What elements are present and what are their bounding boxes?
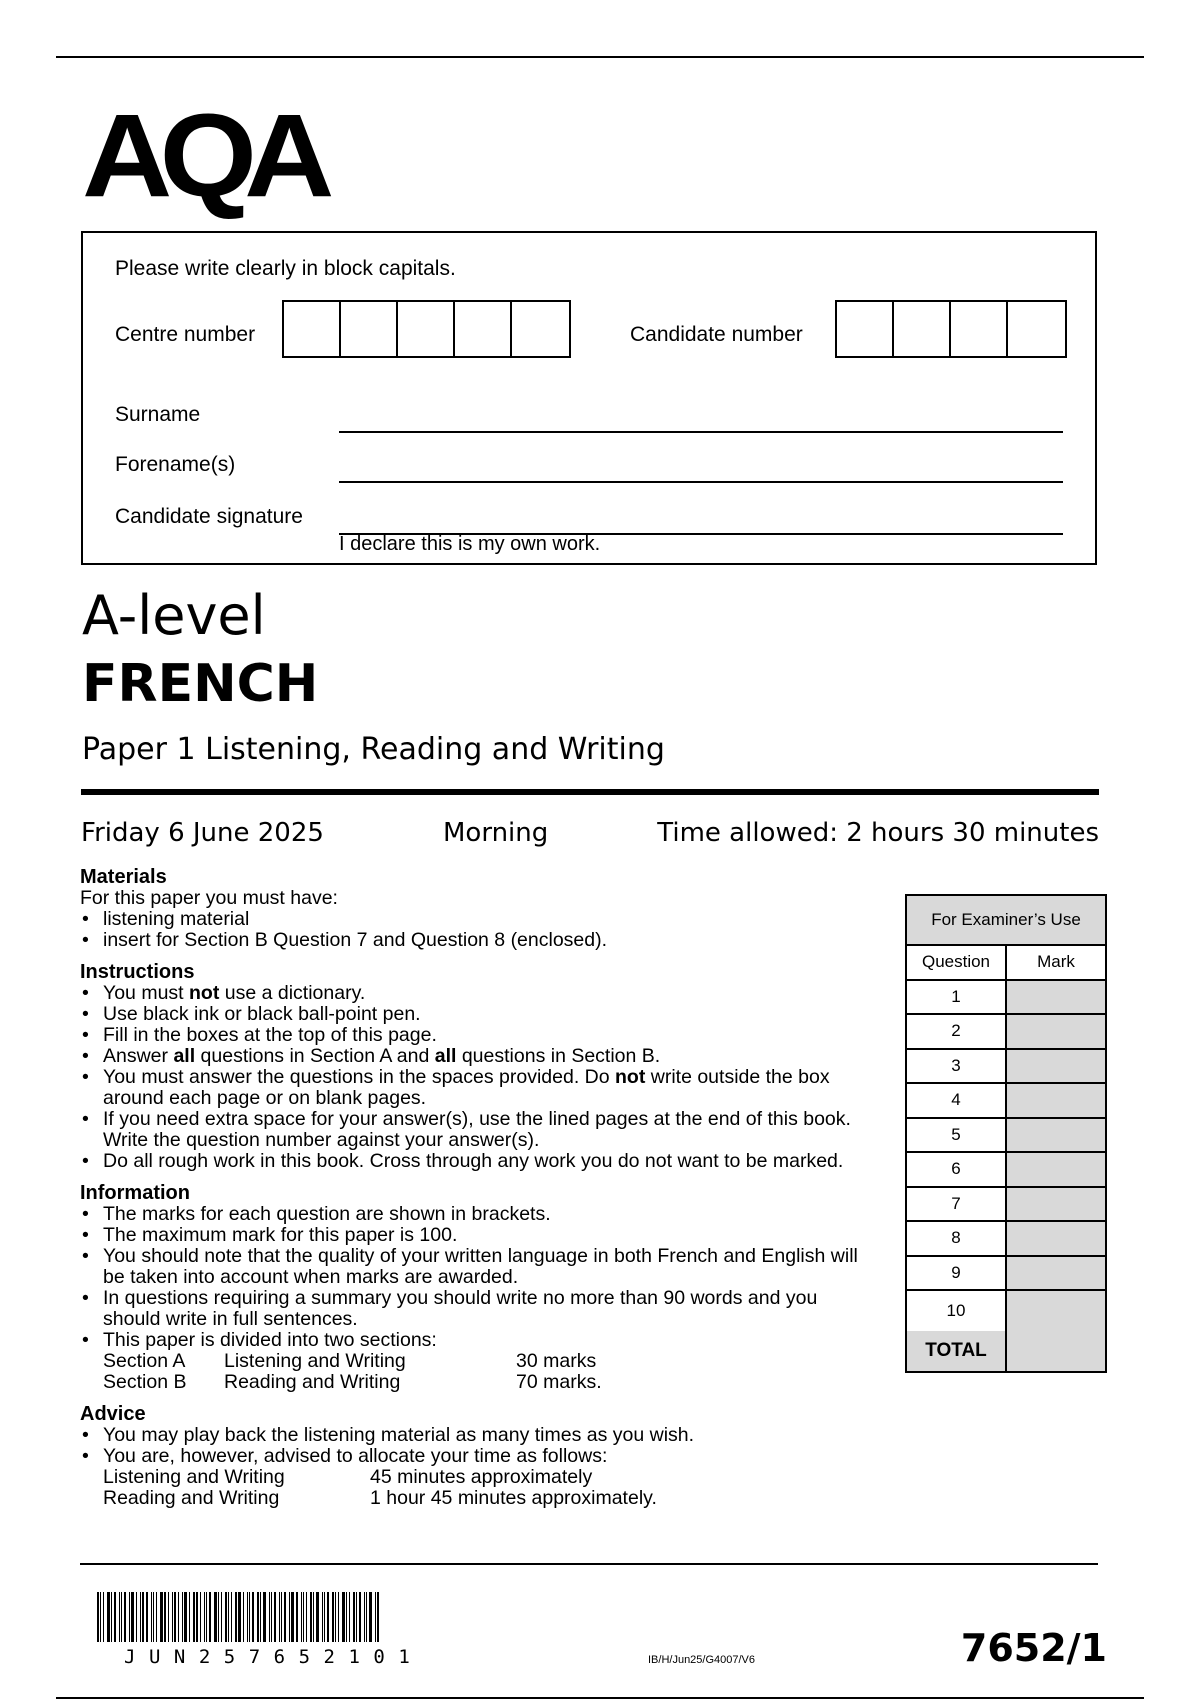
barcode-bar xyxy=(364,1592,365,1642)
timing-part: Listening and Writing xyxy=(103,1466,285,1488)
barcode-bar xyxy=(281,1592,282,1642)
list-item: • The marks for each question are shown in brackets. xyxy=(80,1204,880,1225)
barcode-bar xyxy=(279,1592,280,1642)
total-label: TOTAL xyxy=(907,1331,1007,1371)
barcode-bar xyxy=(174,1592,176,1642)
block-capitals-instruction: Please write clearly in block capitals. xyxy=(115,257,456,280)
list-item: • If you need extra space for your answer(s), use the lined pages at the end of this book. Write the question number against your answer(s). xyxy=(80,1109,880,1151)
barcode-bar xyxy=(209,1592,211,1642)
barcode-bar xyxy=(356,1592,357,1642)
section-b-row xyxy=(80,1372,880,1393)
examiner-question-row xyxy=(907,1257,1105,1292)
examiner-question-row xyxy=(907,1188,1105,1223)
barcode-bar xyxy=(322,1592,323,1642)
barcode-bar xyxy=(184,1592,187,1642)
question-number: 10 xyxy=(907,1291,1007,1331)
information-heading: Information xyxy=(80,1182,190,1204)
barcode-bar xyxy=(335,1592,336,1642)
barcode-bar xyxy=(146,1592,148,1642)
candidate-digit-box[interactable] xyxy=(951,302,1008,356)
list-item: • Use black ink or black ball-point pen. xyxy=(80,1004,880,1025)
barcode-bar xyxy=(196,1592,198,1642)
barcode-bar xyxy=(151,1592,152,1642)
candidate-digit-box[interactable] xyxy=(894,302,951,356)
barcode-bar xyxy=(375,1592,376,1642)
barcode-bar xyxy=(218,1592,219,1642)
barcode-bar xyxy=(100,1592,101,1642)
barcode-bar xyxy=(156,1592,157,1642)
timing-time: 1 hour 45 minutes approximately. xyxy=(370,1487,657,1509)
section-desc: Listening and Writing xyxy=(224,1350,406,1372)
barcode-bar xyxy=(168,1592,169,1642)
barcode-bar xyxy=(97,1592,99,1642)
barcode-bar xyxy=(243,1592,244,1642)
examiner-question-row xyxy=(907,1153,1105,1188)
question-number: 2 xyxy=(907,1015,1007,1048)
declaration-text: I declare this is my own work. xyxy=(339,533,601,555)
list-item: • You may play back the listening material as many times as you wish. xyxy=(80,1425,880,1446)
barcode-bar xyxy=(107,1592,110,1642)
question-number: 3 xyxy=(907,1050,1007,1083)
barcode-bar xyxy=(221,1592,222,1642)
barcode-bar xyxy=(140,1592,141,1642)
barcode-bar xyxy=(349,1592,350,1642)
barcode-bar xyxy=(291,1592,294,1642)
advice-section xyxy=(80,1403,880,1509)
mark-cell xyxy=(1007,1015,1105,1048)
barcode-bar xyxy=(228,1592,229,1642)
list-item: • You must not use a dictionary. xyxy=(80,983,880,1004)
mark-cell xyxy=(1007,1153,1105,1186)
question-column-header: Question xyxy=(907,946,1007,979)
centre-digit-box[interactable] xyxy=(512,302,569,356)
signature-row xyxy=(115,495,1063,535)
examiner-question-row xyxy=(907,1084,1105,1119)
barcode-bar xyxy=(153,1592,154,1642)
exam-session: Morning xyxy=(443,818,549,848)
examiner-use-table xyxy=(905,894,1107,1373)
examiner-header-row xyxy=(907,946,1105,981)
centre-number-boxes[interactable] xyxy=(282,300,571,358)
barcode-bar xyxy=(260,1592,261,1642)
barcode-bar xyxy=(247,1592,248,1642)
aqa-logo: AQA xyxy=(82,90,322,222)
paper-code: 7652/1 xyxy=(960,1626,1107,1670)
barcode xyxy=(97,1592,481,1642)
section-name: Section A xyxy=(103,1350,186,1372)
list-item: • You must answer the questions in the spaces provided. Do not write outside the box around each page or on blank pages. xyxy=(80,1067,880,1109)
barcode-bar xyxy=(271,1592,272,1642)
list-item: • Fill in the boxes at the top of this page. xyxy=(80,1025,880,1046)
candidate-number-boxes[interactable] xyxy=(835,300,1067,358)
candidate-digit-box[interactable] xyxy=(1008,302,1065,356)
mark-column-header: Mark xyxy=(1007,946,1105,979)
instructions-section xyxy=(80,961,880,1172)
signature-label: Candidate signature xyxy=(115,505,303,528)
barcode-bar xyxy=(231,1592,232,1642)
centre-digit-box[interactable] xyxy=(341,302,398,356)
exam-level: A-level xyxy=(82,584,266,647)
surname-row xyxy=(115,393,1063,433)
barcode-bar xyxy=(316,1592,319,1642)
timing-part: Reading and Writing xyxy=(103,1487,280,1509)
materials-heading: Materials xyxy=(80,866,167,888)
barcode-bar xyxy=(310,1592,312,1642)
question-number: 4 xyxy=(907,1084,1007,1117)
examiner-question-row xyxy=(907,1291,1105,1331)
timing-time: 45 minutes approximately xyxy=(370,1466,593,1488)
section-a-row xyxy=(80,1351,880,1372)
forename-label: Forename(s) xyxy=(115,453,236,476)
barcode-bar xyxy=(129,1592,130,1642)
candidate-digit-box[interactable] xyxy=(837,302,894,356)
barcode-bar xyxy=(252,1592,254,1642)
centre-number-label: Centre number xyxy=(115,323,256,346)
list-item: • listening material xyxy=(80,909,880,930)
barcode-bar xyxy=(206,1592,207,1642)
barcode-bar xyxy=(178,1592,179,1642)
section-marks: 70 marks. xyxy=(516,1371,602,1393)
mark-cell xyxy=(1007,1188,1105,1221)
exam-date: Friday 6 June 2025 xyxy=(81,818,324,848)
barcode-bar xyxy=(119,1592,120,1642)
barcode-bar xyxy=(121,1592,122,1642)
barcode-bar xyxy=(327,1592,329,1642)
section-desc: Reading and Writing xyxy=(224,1371,401,1393)
list-item: • In questions requiring a summary you should write no more than 90 words and you should write in full sentences. xyxy=(80,1288,880,1330)
list-item: • This paper is divided into two sections: xyxy=(80,1330,880,1351)
examiner-question-row xyxy=(907,981,1105,1016)
instructions-panel xyxy=(80,866,880,1519)
barcode-bar xyxy=(359,1592,361,1642)
paper-title: Paper 1 Listening, Reading and Writing xyxy=(82,732,665,767)
mark-cell xyxy=(1007,1257,1105,1290)
mark-cell xyxy=(1007,1119,1105,1152)
list-item: • Answer all questions in Section A and all questions in Section B. xyxy=(80,1046,880,1067)
section-name: Section B xyxy=(103,1371,187,1393)
question-number: 1 xyxy=(907,981,1007,1014)
barcode-bar xyxy=(332,1592,334,1642)
barcode-bar xyxy=(324,1592,325,1642)
barcode-bar xyxy=(306,1592,307,1642)
barcode-bar xyxy=(111,1592,112,1642)
examiner-table-title: For Examiner’s Use xyxy=(907,896,1105,946)
question-number: 5 xyxy=(907,1119,1007,1152)
mark-cell xyxy=(1007,1291,1105,1331)
advice-heading: Advice xyxy=(80,1403,146,1425)
timing-row xyxy=(80,1467,880,1488)
barcode-bar xyxy=(160,1592,163,1642)
list-item: • insert for Section B Question 7 and Question 8 (enclosed). xyxy=(80,930,880,951)
instructions-heading: Instructions xyxy=(80,961,195,983)
question-number: 7 xyxy=(907,1188,1007,1221)
barcode-bar xyxy=(353,1592,355,1642)
barcode-bar xyxy=(235,1592,237,1642)
timing-row xyxy=(80,1488,880,1509)
barcode-bar xyxy=(269,1592,270,1642)
thick-divider xyxy=(81,789,1099,795)
barcode-bar xyxy=(342,1592,345,1642)
barcode-bar xyxy=(296,1592,298,1642)
barcode-bar xyxy=(114,1592,116,1642)
barcode-bar xyxy=(204,1592,205,1642)
barcode-bar xyxy=(301,1592,302,1642)
barcode-bar xyxy=(172,1592,173,1642)
surname-field[interactable] xyxy=(339,431,1063,433)
barcode-bar xyxy=(377,1592,379,1642)
mark-cell xyxy=(1007,1222,1105,1255)
materials-intro: For this paper you must have: xyxy=(80,887,338,909)
barcode-bar xyxy=(124,1592,126,1642)
barcode-text: JUN257652101 xyxy=(124,1646,424,1668)
barcode-bar xyxy=(142,1592,144,1642)
time-allowed: Time allowed: 2 hours 30 minutes xyxy=(657,818,1099,848)
examiner-question-row xyxy=(907,1119,1105,1154)
barcode-bar xyxy=(249,1592,250,1642)
total-row xyxy=(907,1331,1105,1371)
mark-cell xyxy=(1007,981,1105,1014)
forename-row xyxy=(115,443,1063,483)
section-marks: 30 marks xyxy=(516,1350,597,1372)
list-item: • Do all rough work in this book. Cross through any work you do not want to be marked. xyxy=(80,1151,880,1172)
question-number: 9 xyxy=(907,1257,1007,1290)
examiner-question-row xyxy=(907,1050,1105,1085)
barcode-bar xyxy=(136,1592,137,1642)
candidate-number-label: Candidate number xyxy=(630,323,803,346)
materials-section xyxy=(80,866,880,951)
barcode-bar xyxy=(274,1592,276,1642)
barcode-bar xyxy=(193,1592,195,1642)
barcode-bar xyxy=(346,1592,347,1642)
barcode-bar xyxy=(189,1592,190,1642)
barcode-bar xyxy=(238,1592,241,1642)
barcode-bar xyxy=(289,1592,290,1642)
total-mark-cell xyxy=(1007,1331,1105,1371)
bottom-rule xyxy=(56,1697,1144,1699)
question-number: 6 xyxy=(907,1153,1007,1186)
barcode-bar xyxy=(257,1592,259,1642)
barcode-bar xyxy=(303,1592,304,1642)
barcode-bar xyxy=(366,1592,367,1642)
list-item: • You should note that the quality of your written language in both French and English will be taken into account when marks are awarded. xyxy=(80,1246,880,1288)
barcode-bar xyxy=(200,1592,201,1642)
barcode-bar xyxy=(369,1592,372,1642)
barcode-bar xyxy=(338,1592,339,1642)
information-section xyxy=(80,1182,880,1393)
barcode-bar xyxy=(182,1592,183,1642)
top-rule xyxy=(56,56,1144,58)
candidate-details-box xyxy=(81,231,1097,565)
barcode-bar xyxy=(214,1592,217,1642)
centre-digit-box[interactable] xyxy=(284,302,341,356)
barcode-bar xyxy=(103,1592,104,1642)
barcode-bar xyxy=(225,1592,227,1642)
barcode-bar xyxy=(263,1592,266,1642)
mark-cell xyxy=(1007,1084,1105,1117)
barcode-bar xyxy=(164,1592,166,1642)
centre-digit-box[interactable] xyxy=(398,302,455,356)
list-item: • The maximum mark for this paper is 100. xyxy=(80,1225,880,1246)
surname-label: Surname xyxy=(115,403,201,426)
mark-cell xyxy=(1007,1050,1105,1083)
question-number: 8 xyxy=(907,1222,1007,1255)
barcode-bar xyxy=(284,1592,286,1642)
barcode-bar xyxy=(313,1592,314,1642)
examiner-question-row xyxy=(907,1015,1105,1050)
forename-field[interactable] xyxy=(339,481,1063,483)
centre-digit-box[interactable] xyxy=(455,302,512,356)
exam-subject: FRENCH xyxy=(82,654,319,714)
list-item: • You are, however, advised to allocate your time as follows: xyxy=(80,1446,880,1467)
lower-rule xyxy=(80,1563,1098,1565)
document-code: IB/H/Jun25/G4007/V6 xyxy=(648,1654,756,1666)
examiner-question-row xyxy=(907,1222,1105,1257)
barcode-bar xyxy=(131,1592,134,1642)
